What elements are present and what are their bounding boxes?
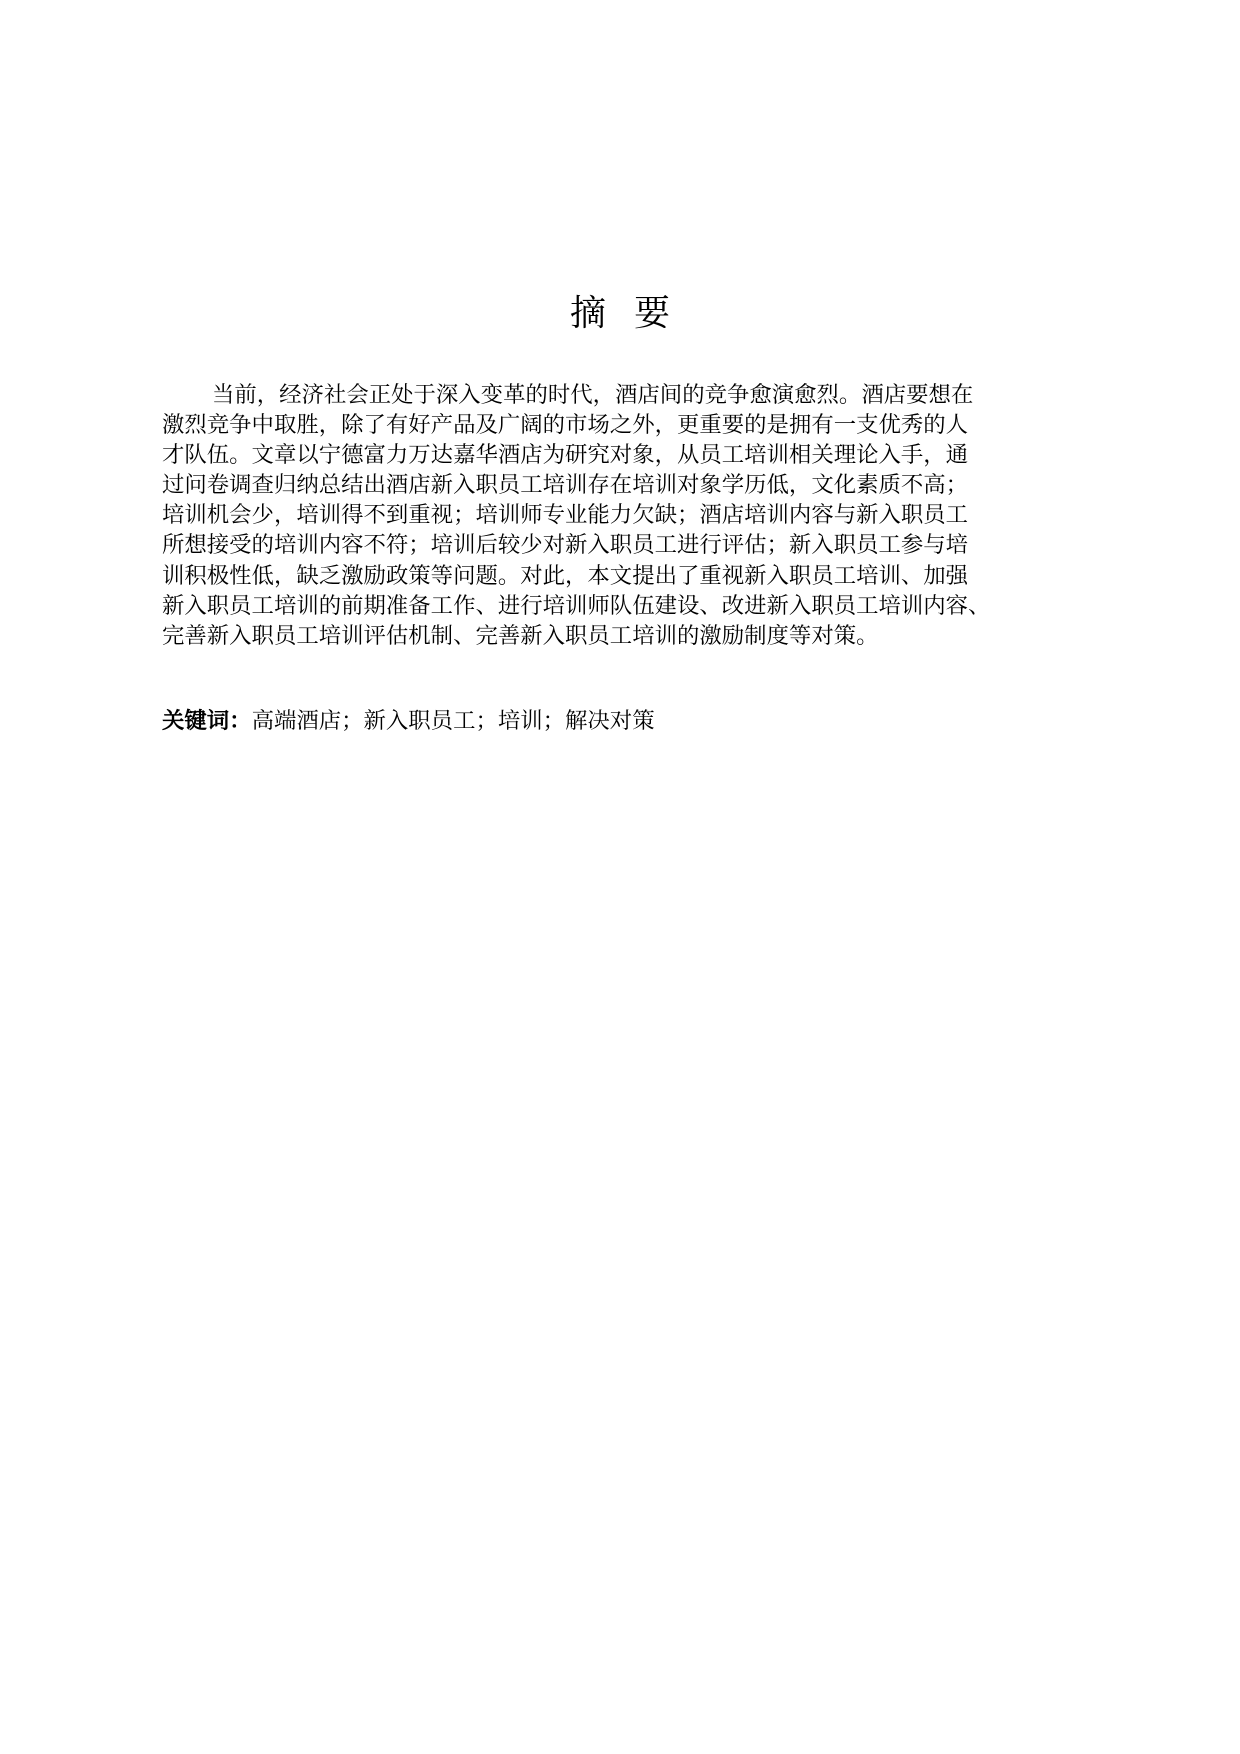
keywords-label: 关键词：	[162, 708, 252, 734]
abstract-line: 完善新入职员工培训评估机制、完善新入职员工培训的激励制度等对策。	[162, 622, 879, 649]
abstract-title: 摘要	[569, 293, 698, 334]
abstract-line: 才队伍。文章以宁德富力万达嘉华酒店为研究对象，从员工培训相关理论入手，通	[162, 442, 969, 469]
abstract-line: 训积极性低，缺乏激励政策等问题。对此，本文提出了重视新入职员工培训、加强	[162, 562, 969, 589]
keywords-value: 高端酒店；新入职员工；培训；解决对策	[251, 708, 655, 734]
abstract-line: 新入职员工培训的前期准备工作、进行培训师队伍建设、改进新入职员工培训内容、	[162, 592, 991, 619]
abstract-line: 所想接受的培训内容不符；培训后较少对新入职员工进行评估；新入职员工参与培	[162, 532, 969, 559]
abstract-line: 当前，经济社会正处于深入变革的时代，酒店间的竞争愈演愈烈。酒店要想在	[212, 382, 974, 408]
keywords-paragraph	[162, 706, 655, 736]
abstract-line: 激烈竞争中取胜，除了有好产品及广阔的市场之外，更重要的是拥有一支优秀的人	[162, 412, 969, 439]
abstract-body	[162, 380, 1102, 651]
abstract-line: 培训机会少，培训得不到重视；培训师专业能力欠缺；酒店培训内容与新入职员工	[162, 502, 969, 529]
abstract-line: 过问卷调查归纳总结出酒店新入职员工培训存在培训对象学历低，文化素质不高；	[162, 472, 969, 499]
